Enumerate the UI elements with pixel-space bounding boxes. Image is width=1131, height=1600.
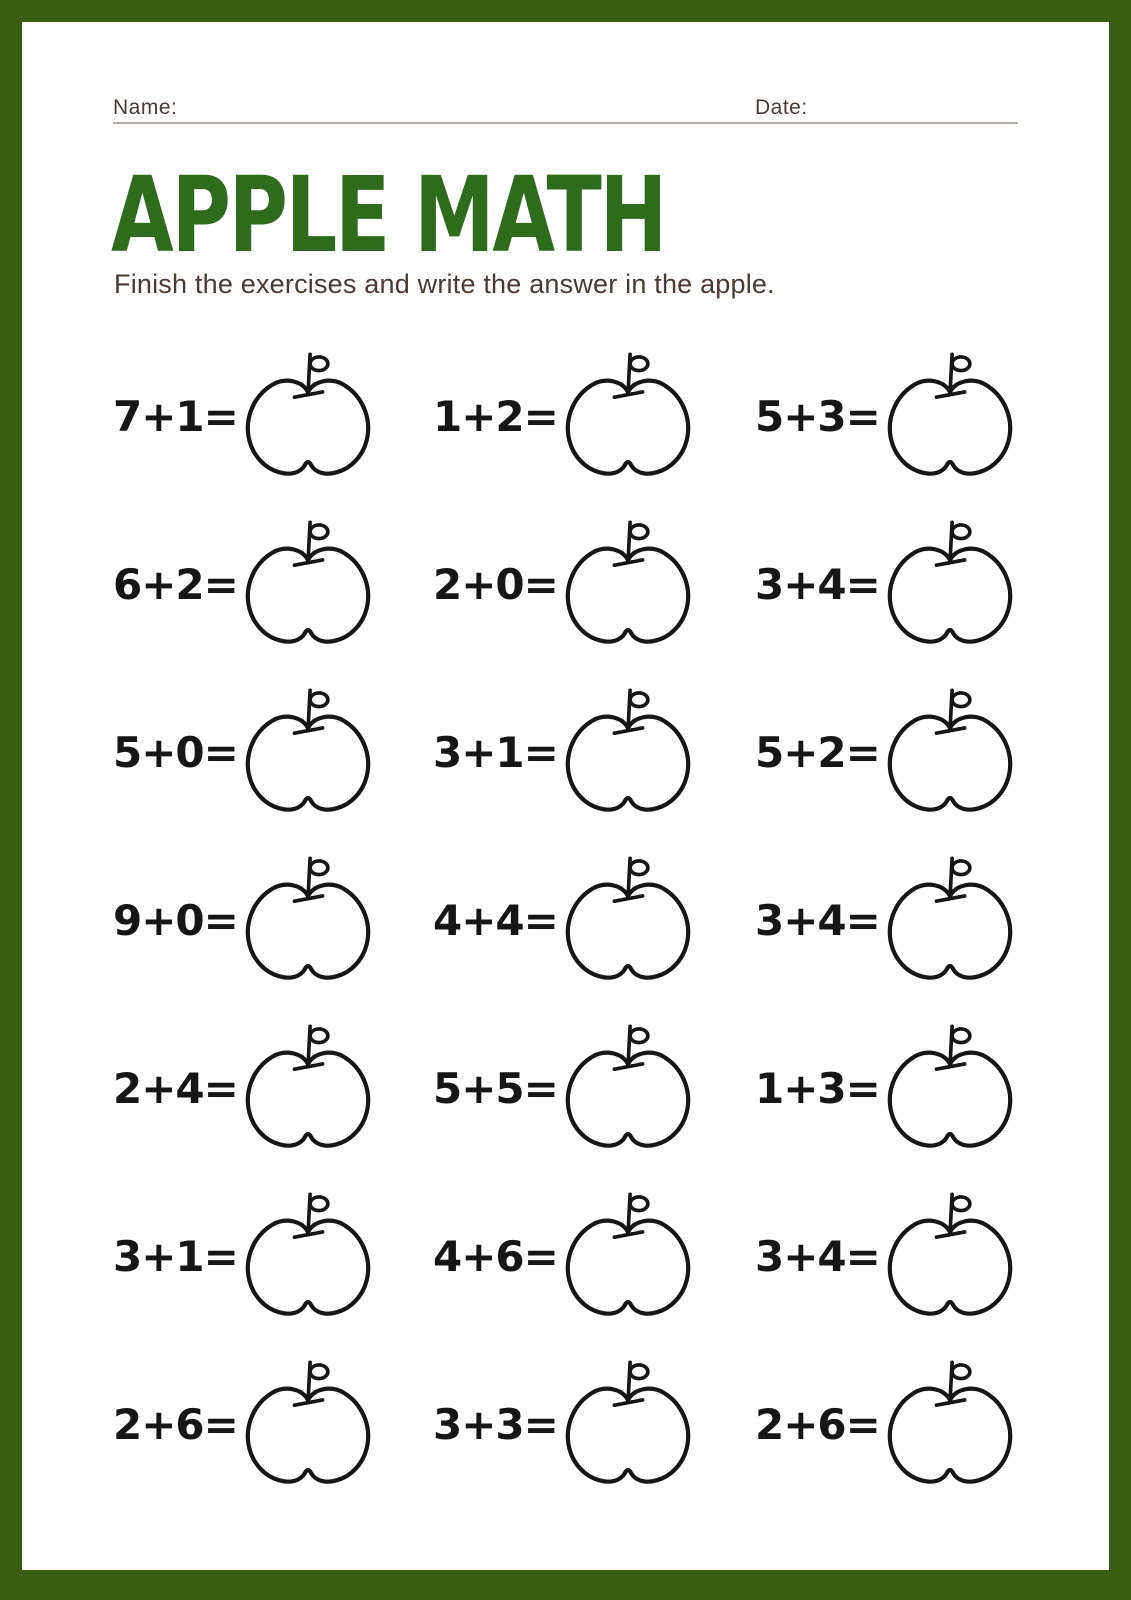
problem-equation: 3+4= — [755, 895, 880, 945]
apple-leaf — [310, 1365, 328, 1379]
problem-cell — [113, 332, 433, 500]
problem-equation: 3+4= — [755, 1231, 880, 1281]
apple-icon — [559, 347, 697, 485]
problem-equation: 5+3= — [755, 391, 880, 441]
apple-answer-area — [239, 1187, 377, 1325]
worksheet-page — [22, 22, 1109, 1570]
apple-icon — [239, 851, 377, 989]
apple-icon — [881, 1019, 1019, 1157]
apple-icon — [881, 1355, 1019, 1493]
apple-leaf — [630, 525, 648, 539]
problem-cell — [755, 668, 1069, 836]
apple-answer-area — [559, 1019, 697, 1157]
problem-cell — [113, 1172, 433, 1340]
apple-icon — [881, 683, 1019, 821]
apple-leaf — [952, 1365, 970, 1379]
apple-leaf — [310, 1029, 328, 1043]
problem-cell — [433, 836, 755, 1004]
apple-icon — [559, 1019, 697, 1157]
apple-answer-area — [559, 683, 697, 821]
problem-equation: 4+6= — [433, 1231, 558, 1281]
apple-answer-area — [881, 1019, 1019, 1157]
apple-icon — [881, 1187, 1019, 1325]
date-label: Date: — [755, 96, 808, 119]
apple-leaf — [952, 1197, 970, 1211]
name-label: Name: — [113, 96, 178, 119]
apple-answer-area — [239, 1019, 377, 1157]
problem-equation: 2+4= — [113, 1063, 238, 1113]
apple-answer-area — [559, 851, 697, 989]
instructions-text: Finish the exercises and write the answer in the apple. — [114, 269, 775, 299]
problem-equation: 5+5= — [433, 1063, 558, 1113]
problem-equation: 3+1= — [433, 727, 558, 777]
apple-leaf — [310, 693, 328, 707]
problem-cell — [755, 1004, 1069, 1172]
apple-answer-area — [239, 683, 377, 821]
apple-leaf — [952, 1029, 970, 1043]
apple-leaf — [310, 1197, 328, 1211]
apple-leaf — [630, 1365, 648, 1379]
apple-answer-area — [881, 1355, 1019, 1493]
problem-equation: 2+6= — [755, 1399, 880, 1449]
apple-answer-area — [881, 347, 1019, 485]
apple-icon — [239, 347, 377, 485]
apple-answer-area — [881, 851, 1019, 989]
problem-cell — [755, 500, 1069, 668]
problem-cell — [433, 1004, 755, 1172]
apple-answer-area — [881, 515, 1019, 653]
apple-leaf — [310, 861, 328, 875]
apple-answer-area — [559, 347, 697, 485]
problem-equation: 9+0= — [113, 895, 238, 945]
apple-leaf — [952, 693, 970, 707]
apple-icon — [239, 1187, 377, 1325]
problem-equation: 1+3= — [755, 1063, 880, 1113]
problem-equation: 2+0= — [433, 559, 558, 609]
apple-leaf — [952, 357, 970, 371]
apple-icon — [559, 851, 697, 989]
apple-leaf — [630, 693, 648, 707]
problem-cell — [113, 836, 433, 1004]
problem-cell — [755, 332, 1069, 500]
apple-icon — [559, 1187, 697, 1325]
apple-icon — [881, 347, 1019, 485]
problem-equation: 3+4= — [755, 559, 880, 609]
apple-leaf — [310, 525, 328, 539]
page-title: APPLE MATH — [111, 154, 666, 276]
apple-answer-area — [881, 683, 1019, 821]
problem-equation: 5+2= — [755, 727, 880, 777]
problems-grid — [113, 332, 1069, 1508]
problem-cell — [755, 836, 1069, 1004]
apple-icon — [559, 1355, 697, 1493]
problem-cell — [755, 1172, 1069, 1340]
problem-equation: 6+2= — [113, 559, 238, 609]
apple-leaf — [630, 861, 648, 875]
apple-answer-area — [559, 1355, 697, 1493]
apple-answer-area — [239, 515, 377, 653]
apple-answer-area — [559, 515, 697, 653]
problem-cell — [113, 500, 433, 668]
apple-icon — [239, 683, 377, 821]
apple-answer-area — [239, 347, 377, 485]
apple-leaf — [630, 357, 648, 371]
problem-equation: 4+4= — [433, 895, 558, 945]
problem-equation: 5+0= — [113, 727, 238, 777]
problem-equation: 7+1= — [113, 391, 238, 441]
apple-icon — [559, 683, 697, 821]
apple-leaf — [630, 1197, 648, 1211]
problem-cell — [433, 668, 755, 836]
problem-equation: 3+3= — [433, 1399, 558, 1449]
problem-cell — [433, 1340, 755, 1508]
problem-cell — [755, 1340, 1069, 1508]
problem-equation: 2+6= — [113, 1399, 238, 1449]
apple-icon — [239, 1019, 377, 1157]
apple-leaf — [630, 1029, 648, 1043]
problem-cell — [433, 1172, 755, 1340]
apple-icon — [239, 515, 377, 653]
problem-cell — [113, 1004, 433, 1172]
apple-icon — [881, 851, 1019, 989]
name-date-fill-line — [113, 122, 1018, 124]
apple-icon — [559, 515, 697, 653]
problem-equation: 1+2= — [433, 391, 558, 441]
apple-answer-area — [559, 1187, 697, 1325]
problem-cell — [433, 500, 755, 668]
apple-answer-area — [239, 1355, 377, 1493]
apple-leaf — [310, 357, 328, 371]
apple-answer-area — [239, 851, 377, 989]
problem-cell — [113, 668, 433, 836]
apple-answer-area — [881, 1187, 1019, 1325]
problem-cell — [113, 1340, 433, 1508]
apple-leaf — [952, 861, 970, 875]
problem-cell — [433, 332, 755, 500]
apple-leaf — [952, 525, 970, 539]
apple-icon — [881, 515, 1019, 653]
problem-equation: 3+1= — [113, 1231, 238, 1281]
apple-icon — [239, 1355, 377, 1493]
